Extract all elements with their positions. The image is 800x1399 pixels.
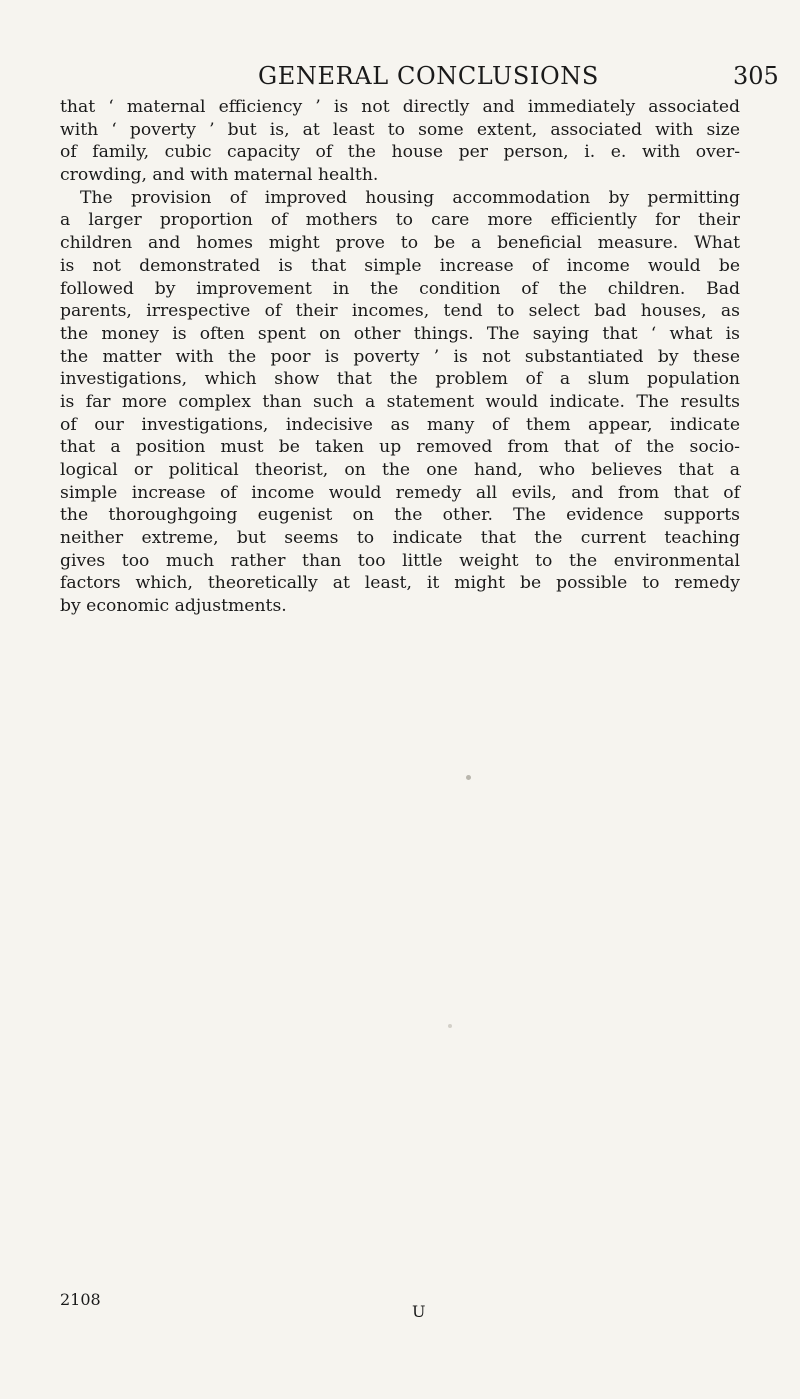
text-line: the thoroughgoing eugenist on the other. The evidence supports: [60, 505, 740, 526]
body-text: [60, 96, 740, 618]
paper-speck: [448, 1024, 452, 1028]
text-line: parents, irrespective of their incomes, tend to select bad houses, as: [60, 301, 740, 322]
text-line: of family, cubic capacity of the house per person, i. e. with over-: [60, 142, 740, 163]
text-line: The provision of improved housing accommodation by permitting: [80, 187, 740, 208]
text-line: crowding, and with maternal health.: [60, 165, 379, 186]
text-line: followed by improvement in the condition of the children. Bad: [60, 278, 740, 299]
text-line: that a position must be taken up removed from that of the socio-: [60, 437, 740, 458]
text-line: with ‘ poverty ’ but is, at least to some extent, associated with size: [60, 119, 740, 140]
text-line: gives too much rather than too little weight to the environmental: [60, 550, 740, 571]
text-line: factors which, theoretically at least, it might be possible to remedy: [60, 573, 740, 594]
sheet-letter: U: [412, 1302, 426, 1321]
text-line: a larger proportion of mothers to care more efficiently for their: [60, 210, 740, 231]
paragraph-1: [60, 96, 740, 187]
text-line: that ‘ maternal efficiency ’ is not directly and immediately associated: [60, 97, 740, 117]
page-number: 305: [733, 62, 779, 90]
text-line: investigations, which show that the problem of a slum population: [60, 369, 740, 390]
text-line: is not demonstrated is that simple increase of income would be: [60, 255, 740, 276]
text-line: the matter with the poor is poverty ’ is not substantiated by these: [60, 346, 740, 367]
text-line: logical or political theorist, on the one hand, who believes that a: [60, 460, 740, 480]
text-line: the money is often spent on other things. The saying that ‘ what is: [60, 323, 740, 344]
running-head: [0, 62, 800, 94]
text-line: neither extreme, but seems to indicate that the current teaching: [60, 528, 740, 549]
page-footer: [0, 1290, 800, 1320]
paper-speck: [466, 775, 471, 780]
text-line: children and homes might prove to be a beneficial measure. What: [60, 233, 740, 254]
text-line: by economic adjustments.: [60, 596, 287, 617]
text-line: of our investigations, indecisive as many of them appear, indicate: [60, 414, 740, 435]
text-line: is far more complex than such a statement would indicate. The results: [60, 391, 740, 412]
signature-mark: 2108: [60, 1290, 101, 1309]
paragraph-2: [60, 187, 740, 618]
running-head-title: GENERAL CONCLUSIONS: [258, 62, 599, 90]
text-line: simple increase of income would remedy all evils, and from that of: [60, 482, 740, 503]
